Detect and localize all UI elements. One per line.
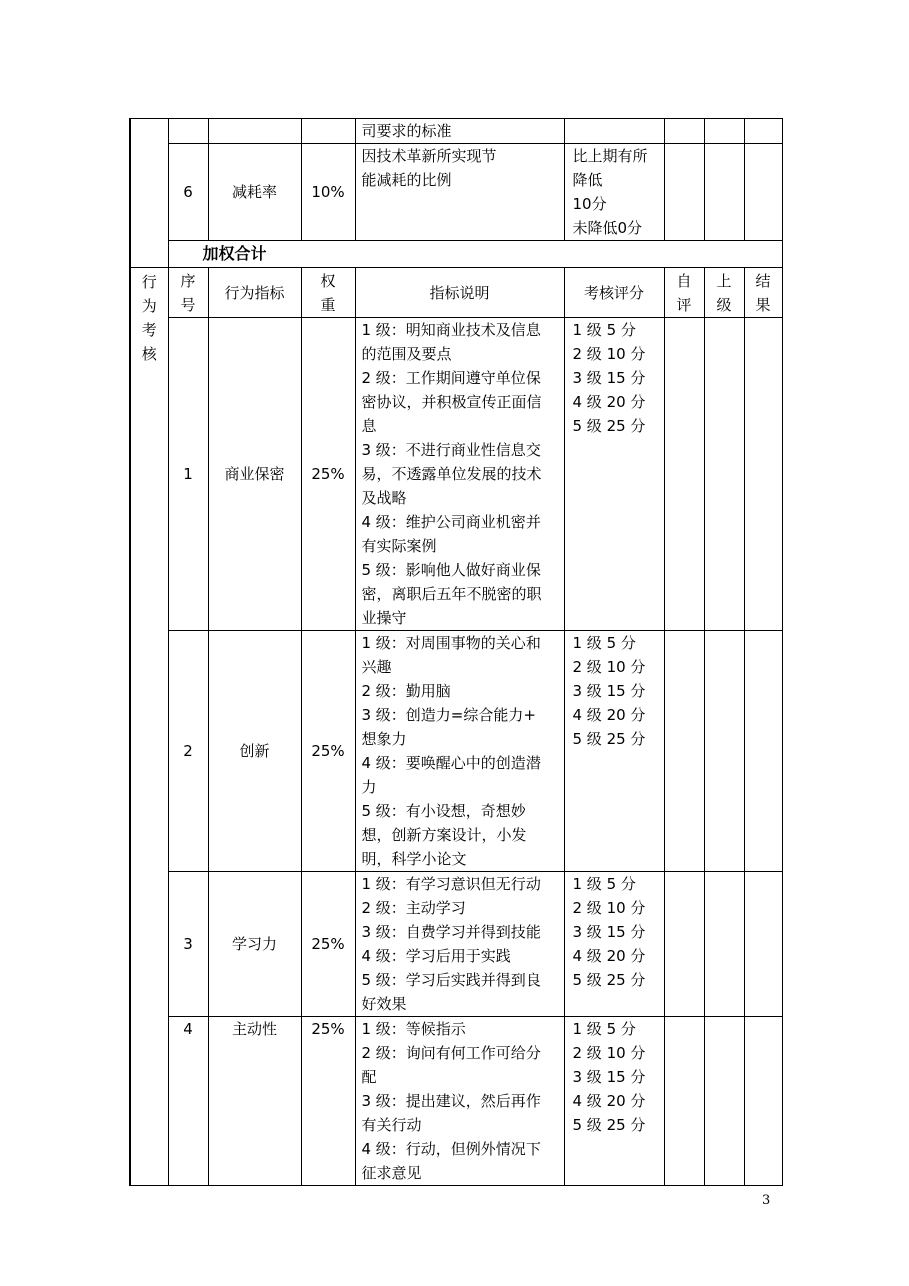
header-score: 考核评分 [564,268,664,318]
superior-eval-cell[interactable] [704,872,744,1017]
self-eval-cell[interactable] [664,318,704,631]
assessment-table [129,118,783,1186]
indicator-name: 减耗率 [208,144,301,241]
result-cell[interactable] [744,144,782,241]
section-label-cell-empty [130,119,168,268]
behavior-header-row [130,268,782,318]
header-self: 自 评 [664,268,704,318]
row-number: 3 [168,872,208,1017]
superior-eval-cell[interactable] [704,631,744,872]
header-description: 指标说明 [355,268,564,318]
result-cell[interactable] [744,318,782,631]
header-no: 序 号 [168,268,208,318]
scoring-rule: 比上期有所降低 10分 未降低0分 [564,144,664,241]
header-result: 结 果 [744,268,782,318]
indicator-description: 1 级：等候指示 2 级：询问有何工作可给分 配 3 级：提出建议，然后再作 有关行动 4 级：行动，但例外情况下 征求意见 [355,1017,564,1186]
header-indicator: 行为指标 [208,268,301,318]
indicator-name: 创新 [208,631,301,872]
indicator-description: 因技术革新所实现节 能减耗的比例 [355,144,564,241]
self-eval-cell[interactable] [664,872,704,1017]
scoring-rule: 1 级 5 分 2 级 10 分 3 级 15 分 4 级 20 分 5 级 25 分 [564,1017,664,1186]
superior-eval-cell[interactable] [704,1017,744,1186]
table-row [130,1017,782,1186]
row-number: 1 [168,318,208,631]
header-superior: 上 级 [704,268,744,318]
page-number: 3 [762,1193,771,1208]
result-cell[interactable] [744,872,782,1017]
header-weight: 权 重 [301,268,355,318]
superior-eval-cell[interactable] [704,318,744,631]
scoring-rule: 1 级 5 分 2 级 10 分 3 级 15 分 4 级 20 分 5 级 25 分 [564,318,664,631]
row-number: 2 [168,631,208,872]
result-cell[interactable] [744,631,782,872]
indicator-weight: 25% [301,631,355,872]
row-number: 4 [168,1017,208,1186]
table-row [130,318,782,631]
indicator-weight: 25% [301,872,355,1017]
indicator-description: 1 级：对周围事物的关心和 兴趣 2 级：勤用脑 3 级：创造力=综合能力+ 想象力 4 级：要唤醒心中的创造潜 力 5 级：有小设想，奇想妙 想，创新方案设计，小发 明，科学小论文 [355,631,564,872]
scoring-rule: 1 级 5 分 2 级 10 分 3 级 15 分 4 级 20 分 5 级 25 分 [564,872,664,1017]
indicator-name: 学习力 [208,872,301,1017]
result-cell[interactable] [744,1017,782,1186]
indicator-description: 司要求的标准 [355,119,564,144]
indicator-weight: 10% [301,144,355,241]
indicator-description: 1 级：有学习意识但无行动 2 级：主动学习 3 级：自费学习并得到技能 4 级：学习后用于实践 5 级：学习后实践并得到良 好效果 [355,872,564,1017]
weighted-total-label: 加权合计 [168,241,782,268]
row-number: 6 [168,144,208,241]
indicator-name: 主动性 [208,1017,301,1186]
indicator-weight: 25% [301,318,355,631]
self-eval-cell[interactable] [664,631,704,872]
self-eval-cell[interactable] [664,144,704,241]
behavior-section-label: 行 为 考 核 [130,268,168,1186]
indicator-name: 商业保密 [208,318,301,631]
self-eval-cell[interactable] [664,1017,704,1186]
indicator-weight: 25% [301,1017,355,1186]
table-row [130,144,782,241]
superior-eval-cell[interactable] [704,144,744,241]
scoring-rule: 1 级 5 分 2 级 10 分 3 级 15 分 4 级 20 分 5 级 25 分 [564,631,664,872]
weighted-total-row [130,241,782,268]
table-row [130,631,782,872]
indicator-description: 1 级：明知商业技术及信息 的范围及要点 2 级：工作期间遵守单位保 密协议，并积极宣传正面信 息 3 级：不进行商业性信息交 易，不透露单位发展的技术 及战略 4 级：维护公司商业机密并 有实际案例 5 级：影响他人做好商业保 密，离职后五年不脱密的职 业操守 [355,318,564,631]
table-row [130,872,782,1017]
table-row [130,119,782,144]
